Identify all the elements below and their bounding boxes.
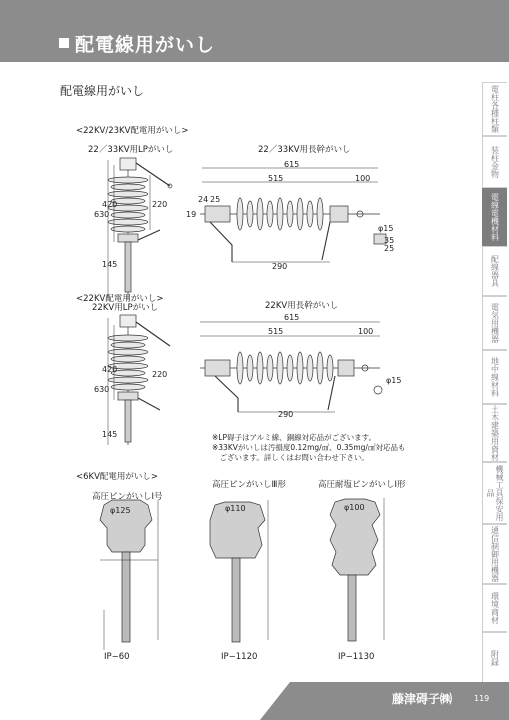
note-line: ※33KVがいしは汚損度0.12mg/㎠、0.35mg/㎠対応品も bbox=[212, 443, 406, 452]
dim-420-a: 420 bbox=[102, 200, 118, 209]
sidebar-item-environment[interactable]: 環境商材 bbox=[482, 584, 507, 632]
dim-220-a: 220 bbox=[152, 200, 168, 209]
category-sidebar bbox=[478, 82, 509, 684]
pin-insulator-ip60-drawing bbox=[100, 500, 158, 650]
dim-630-a: 630 bbox=[94, 210, 110, 219]
dim-24: 24 bbox=[198, 195, 209, 204]
long-insulator-22-drawing bbox=[200, 322, 382, 412]
sidebar-item-tools[interactable]: 機械工具保安用品 bbox=[482, 462, 507, 524]
dim-phi110: φ110 bbox=[225, 504, 246, 513]
dim-145-a: 145 bbox=[102, 260, 118, 269]
dim-145-b: 145 bbox=[102, 430, 118, 439]
notes-block bbox=[212, 433, 405, 463]
dim-phi125: φ125 bbox=[110, 506, 131, 515]
dim-290-a: 290 bbox=[272, 262, 288, 271]
pin-insulator-ip1120-drawing bbox=[210, 500, 268, 642]
dim-290-b: 290 bbox=[278, 410, 294, 419]
dim-phi15-b: φ15 bbox=[386, 376, 402, 385]
dim-630-b: 630 bbox=[94, 385, 110, 394]
dim-100-a: 100 bbox=[355, 174, 371, 183]
model-ip1130: IP−1130 bbox=[338, 652, 375, 662]
caption-lp-22: 22KV用LPがいし bbox=[92, 303, 159, 313]
sidebar-item-wiring[interactable]: 配線器具 bbox=[482, 246, 507, 296]
model-ip1120: IP−1120 bbox=[221, 652, 258, 662]
dim-phi15-a: φ15 bbox=[378, 224, 394, 233]
dim-220-b: 220 bbox=[152, 370, 168, 379]
caption-pin-3: 高圧ピンがいしⅢ形 bbox=[212, 480, 286, 490]
dim-615-b: 615 bbox=[284, 313, 300, 322]
pin-insulator-ip1130-drawing bbox=[330, 498, 384, 641]
dim-35: 35 bbox=[384, 236, 395, 245]
section-label-22kv: <22KV配電用がいし> bbox=[76, 294, 164, 304]
lp-insulator-22-drawing bbox=[108, 315, 170, 445]
company-name: 藤津碍子㈱ bbox=[392, 692, 453, 706]
caption-salt-1: 高圧耐塩ピンがいしⅠ形 bbox=[318, 480, 406, 490]
model-ip60: IP−60 bbox=[104, 652, 130, 662]
caption-long-2233: 22／33KV用長幹がいし bbox=[258, 145, 351, 155]
page-title: 配電線用がいし bbox=[75, 34, 216, 56]
sidebar-item-poles[interactable]: 電柱各種柱類 bbox=[482, 82, 507, 136]
dim-515-a: 515 bbox=[268, 174, 284, 183]
dim-phi100: φ100 bbox=[344, 503, 365, 512]
section-label-6kv: <6KV配電用がいし> bbox=[76, 472, 159, 482]
page-footer bbox=[0, 674, 509, 720]
caption-long-22: 22KV用長幹がいし bbox=[265, 301, 339, 311]
page-number: 119 bbox=[474, 694, 490, 703]
dim-515-b: 515 bbox=[268, 327, 284, 336]
section-subtitle: 配電線用がいし bbox=[60, 84, 145, 98]
note-line: ※LP碍子はアルミ線、銅線対応品がございます。 bbox=[212, 433, 377, 442]
dim-420-b: 420 bbox=[102, 365, 118, 374]
caption-lp-2233: 22／33KV用LPがいし bbox=[88, 145, 174, 155]
sidebar-item-underground[interactable]: 地中線材料 bbox=[482, 350, 507, 404]
sidebar-item-electrical-equipment[interactable]: 電気用機器 bbox=[482, 296, 507, 350]
sidebar-item-civil[interactable]: 土木建築用資材 bbox=[482, 404, 507, 462]
sidebar-item-appendix[interactable]: 附録 bbox=[482, 632, 507, 684]
sidebar-item-communication[interactable]: 通信制御用機器 bbox=[482, 524, 507, 584]
note-line: ございます。詳しくはお問い合わせ下さい。 bbox=[212, 453, 369, 462]
sidebar-item-hardware[interactable]: 装柱金物 bbox=[482, 136, 507, 188]
dim-615-a: 615 bbox=[284, 160, 300, 169]
dim-19: 19 bbox=[186, 210, 197, 219]
caption-pin-1: 高圧ピンがいしⅠ号 bbox=[92, 492, 163, 502]
dim-100-b: 100 bbox=[358, 327, 374, 336]
dim-25: 25 bbox=[210, 195, 221, 204]
section-label-22-33kv: <22KV/23KV配電用がいし> bbox=[76, 126, 189, 136]
sidebar-item-electric-materials[interactable]: 電線電機材料 bbox=[482, 188, 507, 246]
dim-25b: 25 bbox=[384, 244, 395, 253]
lp-insulator-2233-drawing bbox=[108, 158, 172, 300]
